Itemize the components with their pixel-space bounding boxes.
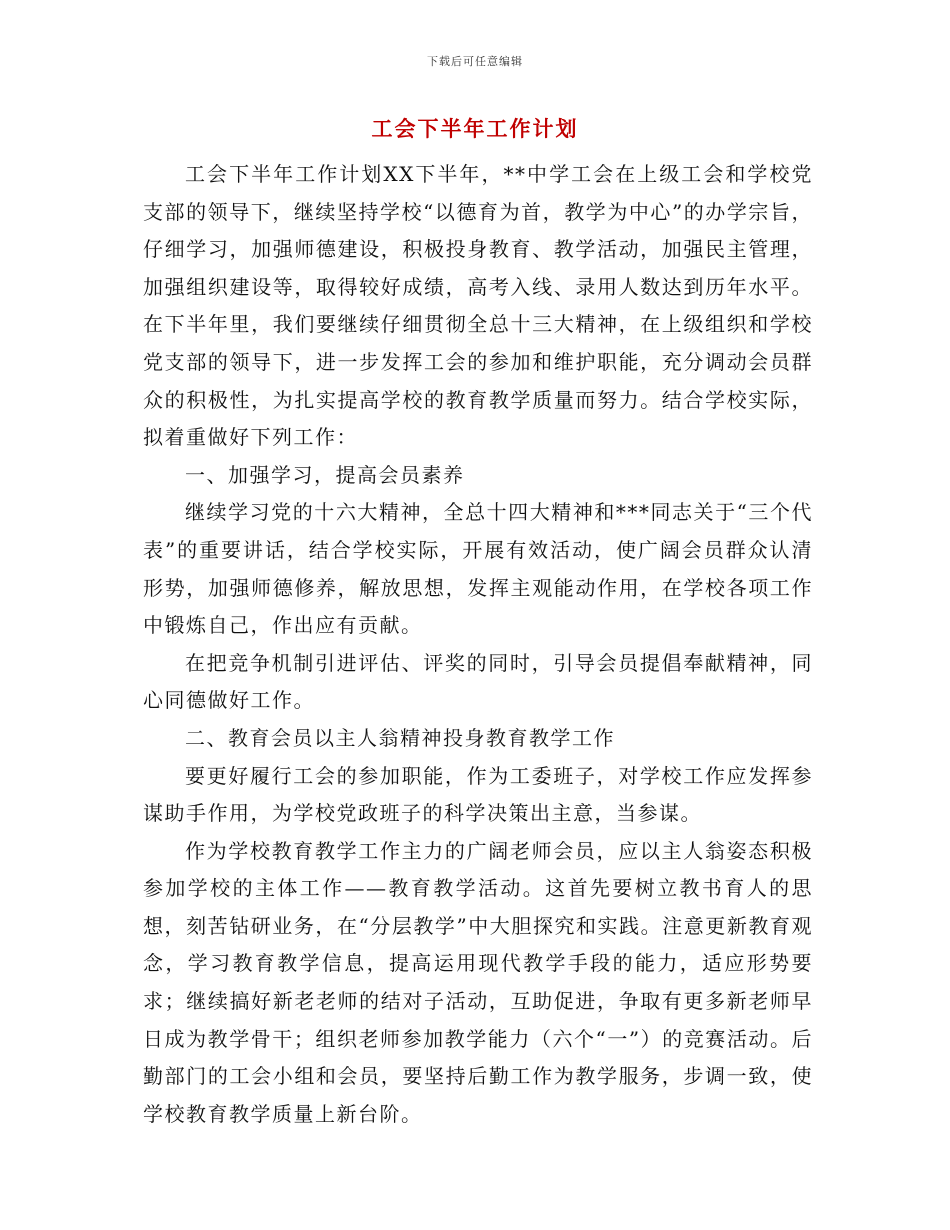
section-heading-2: 二、教育会员以主人翁精神投身教育教学工作 xyxy=(185,725,615,750)
paragraph-participation: 要更好履行工会的参加职能，作为工委班子，对学校工作应发挥参谋助手作用，为学校党政班子的科学决策出主意，当参谋。 xyxy=(143,763,813,826)
paragraph-study: 继续学习党的十六大精神，全总十四大精神和***同志关于“三个代表”的重要讲话，结合学校实际，开展有效活动，使广阔会员群众认清形势，加强师德修养，解放思想，发挥主观能动作用，在学校各项工作中锻炼自己，作出应有贡献。 xyxy=(143,500,813,638)
paragraph-intro: 工会下半年工作计划XX下半年，**中学工会在上级工会和学校党支部的领导下，继续坚持学校“以德育为首，教学为中心”的办学宗旨，仔细学习，加强师德建设，积极投身教育、教学活动，加强民主管理，加强组织建设等，取得较好成绩，高考入线、录用人数达到历年水平。在下半年里，我们要继续仔细贯彻全总十三大精神，在上级组织和学校党支部的领导下，进一步发挥工会的参加和维护职能，充分调动会员群众的积极性，为扎实提高学校的教育教学质量而努力。结合学校实际，拟着重做好下列工作： xyxy=(143,162,813,450)
document-body xyxy=(143,156,813,1133)
paragraph-competition: 在把竞争机制引进评估、评奖的同时，引导会员提倡奉献精神，同心同德做好工作。 xyxy=(143,650,813,713)
paragraph-teaching: 作为学校教育教学工作主力的广阔老师会员，应以主人翁姿态积极参加学校的主体工作——教育教学活动。这首先要树立教书育人的思想，刻苦钻研业务，在“分层教学”中大胆探究和实践。注意更新教育观念，学习教育教学信息，提高运用现代教学手段的能力，适应形势要求；继续搞好新老老师的结对子活动，互助促进，争取有更多新老师早日成为教学骨干；组织老师参加教学能力（六个“一”）的竞赛活动。后勤部门的工会小组和会员，要坚持后勤工作为教学服务，步调一致，使学校教育教学质量上新台阶。 xyxy=(143,838,813,1126)
section-heading-1: 一、加强学习，提高会员素养 xyxy=(185,462,465,487)
header-note: 下载后可任意编辑 xyxy=(427,55,523,68)
document-title: 工会下半年工作计划 xyxy=(371,117,579,141)
